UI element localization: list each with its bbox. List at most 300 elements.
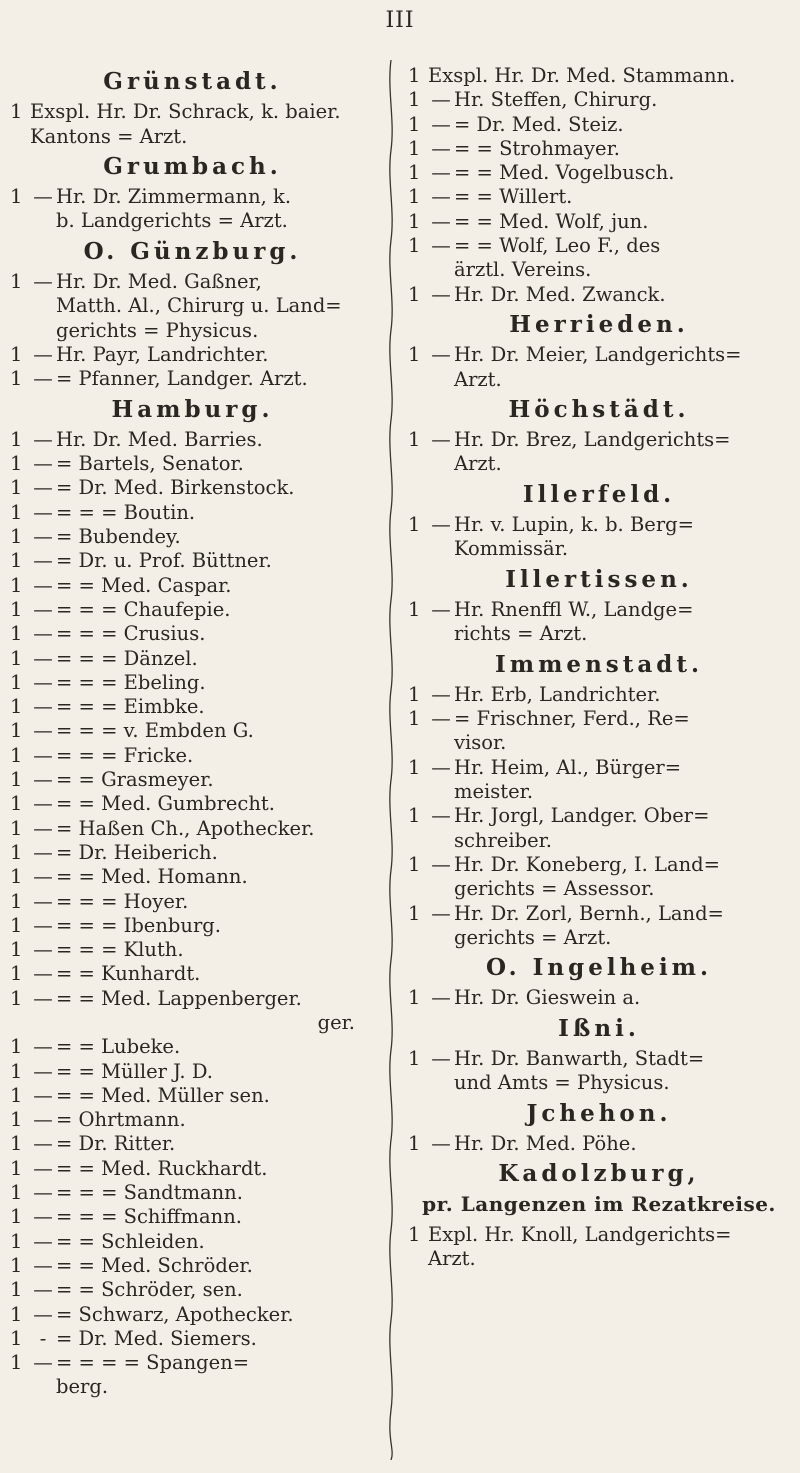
- entry-line: Hr. Dr. Med. Barries.: [56, 427, 263, 451]
- entry-line: = = = Hoyer.: [56, 889, 189, 913]
- entry-line: Hr. Dr. Zorl, Bernh., Land=: [454, 901, 724, 925]
- entry-line: = = Med. Vogelbusch.: [454, 161, 675, 185]
- entry-line: = = Med. Schröder.: [56, 1253, 253, 1277]
- copy-count: 1: [408, 64, 421, 87]
- dash-mark: —: [33, 1253, 53, 1277]
- subscriber-entry: [10, 695, 375, 719]
- subscriber-entry: [10, 452, 375, 476]
- copy-count: 1: [408, 185, 421, 209]
- dash-mark: —: [33, 913, 53, 937]
- subscriber-entry: [10, 1230, 375, 1254]
- copy-count: 1: [10, 792, 23, 816]
- entry-text: [56, 1254, 375, 1278]
- copy-count: 1: [10, 913, 23, 937]
- dash-mark: —: [33, 768, 53, 792]
- entry-line: Hr. Dr. Gieswein a.: [454, 986, 641, 1010]
- entry-text: [56, 1205, 375, 1229]
- subscriber-entry: [10, 987, 375, 1036]
- entry-text: [56, 1181, 375, 1205]
- entry-text: [454, 804, 790, 853]
- entry-line: ärztl. Vereins.: [454, 258, 592, 282]
- subscriber-entry: [10, 1254, 375, 1278]
- entry-line: = Dr. Med. Steiz.: [454, 112, 624, 136]
- entry-text: [56, 1303, 375, 1327]
- place-heading: Grünstadt.: [103, 68, 282, 95]
- dash-mark: —: [33, 1083, 53, 1107]
- entry-line: = Ohrtmann.: [56, 1108, 186, 1132]
- dash-mark: —: [431, 707, 451, 731]
- entry-line: = = Willert.: [454, 185, 573, 209]
- entry-line: Hr. Payr, Landrichter.: [56, 342, 269, 366]
- copy-count: 1: [408, 707, 421, 731]
- entry-line: = = Wolf, Leo F., des: [454, 234, 661, 258]
- dash-mark: —: [33, 865, 53, 889]
- dash-mark: —: [33, 1059, 53, 1083]
- entry-text: [56, 185, 375, 234]
- copy-count: 1: [10, 840, 23, 864]
- copy-count: 1: [10, 452, 23, 476]
- dash-mark: -: [39, 1326, 47, 1350]
- entry-line: = Dr. Heiberich.: [56, 840, 218, 864]
- copy-count: 1: [10, 1083, 23, 1107]
- subscriber-entry: [408, 88, 790, 112]
- subscriber-entry: [408, 210, 790, 234]
- entry-text: [56, 1084, 375, 1108]
- page-number: III: [385, 8, 415, 33]
- dash-mark: —: [33, 1229, 53, 1253]
- subscriber-entry: [10, 1351, 375, 1400]
- dash-mark: —: [431, 136, 451, 160]
- dash-mark: —: [33, 1156, 53, 1180]
- dash-mark: —: [33, 1108, 53, 1132]
- subscriber-entry: [10, 890, 375, 914]
- entry-line: = = = = Spangen=: [56, 1351, 250, 1375]
- entry-text: [428, 64, 790, 88]
- subscriber-entry: [10, 1303, 375, 1327]
- copy-count: 1: [408, 282, 421, 306]
- place-subheading: pr. Langenzen im Rezatkreise.: [422, 1192, 776, 1217]
- copy-count: 1: [10, 476, 23, 500]
- entry-line: = = = Dänzel.: [56, 646, 198, 670]
- dash-mark: —: [33, 427, 53, 451]
- entry-line: Expl. Hr. Knoll, Landgerichts=: [428, 1222, 732, 1246]
- entry-line: = = Schleiden.: [56, 1229, 205, 1253]
- entry-line: = = Med. Caspar.: [56, 573, 232, 597]
- place-heading: Illertissen.: [505, 565, 693, 593]
- entry-text: [56, 1230, 375, 1254]
- dash-mark: —: [431, 986, 451, 1010]
- dash-mark: —: [431, 234, 451, 258]
- entry-text: [56, 1132, 375, 1156]
- copy-count: 1: [408, 1131, 421, 1155]
- subscriber-entry: [408, 113, 790, 137]
- copy-count: 1: [10, 622, 23, 646]
- entry-line: Kommissär.: [454, 537, 569, 561]
- entry-line: = = = Boutin.: [56, 500, 196, 524]
- entry-text: [30, 100, 375, 149]
- copy-count: 1: [10, 962, 23, 986]
- dash-mark: —: [33, 889, 53, 913]
- copy-count: 1: [10, 695, 23, 719]
- entry-text: [56, 1278, 375, 1302]
- place-heading: O. Günzburg.: [83, 237, 302, 265]
- subscriber-entry: [408, 756, 790, 805]
- column-divider: [386, 60, 396, 1460]
- entry-text: [454, 113, 790, 137]
- place-heading: O. Ingelheim.: [485, 954, 713, 982]
- subscriber-entry: [10, 574, 375, 598]
- copy-count: 1: [10, 986, 23, 1010]
- subscriber-entry: [10, 1181, 375, 1205]
- entry-text: [56, 549, 375, 573]
- subscriber-entry: [10, 1084, 375, 1108]
- copy-count: 1: [10, 1205, 23, 1229]
- subscriber-entry: [10, 744, 375, 768]
- entry-text: [454, 853, 790, 902]
- copy-count: 1: [408, 1046, 421, 1070]
- copy-count: 1: [408, 804, 421, 828]
- copy-count: 1: [10, 743, 23, 767]
- dash-mark: —: [431, 209, 451, 233]
- entry-text: [56, 890, 375, 914]
- dash-mark: —: [33, 500, 53, 524]
- entry-text: [56, 768, 375, 792]
- dash-mark: —: [33, 1132, 53, 1156]
- subscriber-entry: [10, 719, 375, 743]
- copy-count: 1: [10, 549, 23, 573]
- copy-count: 1: [10, 342, 23, 366]
- entry-line: b. Landgerichts = Arzt.: [56, 209, 288, 233]
- entry-line: Hr. Heim, Al., Bürger=: [454, 755, 682, 779]
- subscriber-entry: [10, 671, 375, 695]
- dash-mark: —: [431, 1046, 451, 1070]
- entry-line: = Bubendey.: [56, 525, 181, 549]
- subscriber-entry: [408, 707, 790, 756]
- copy-count: 1: [408, 852, 421, 876]
- subscriber-entry: [10, 476, 375, 500]
- dash-mark: —: [33, 476, 53, 500]
- entry-line: = = Med. Gumbrecht.: [56, 792, 275, 816]
- copy-count: 1: [408, 682, 421, 706]
- entry-line: = = Schröder, sen.: [56, 1278, 243, 1302]
- place-heading: Hamburg.: [111, 395, 274, 423]
- entry-line: Exspl. Hr. Dr. Med. Stammann.: [428, 64, 736, 87]
- entry-text: [56, 1327, 375, 1351]
- entry-text: [56, 671, 375, 695]
- copy-count: 1: [408, 755, 421, 779]
- subscriber-entry: [10, 1157, 375, 1181]
- subscriber-entry: [10, 549, 375, 573]
- dash-mark: —: [431, 282, 451, 306]
- subscriber-entry: [10, 865, 375, 889]
- subscriber-entry: [10, 367, 375, 391]
- copy-count: 1: [408, 112, 421, 136]
- dash-mark: —: [33, 670, 53, 694]
- subscriber-entry: [10, 938, 375, 962]
- entry-line: Hr. Steffen, Chirurg.: [454, 88, 658, 112]
- entry-line: Hr. Dr. Med. Pöhe.: [454, 1131, 637, 1155]
- subscriber-entry: [408, 1047, 790, 1096]
- subscriber-entry: [408, 283, 790, 307]
- subscriber-entry: [10, 428, 375, 452]
- entry-line: = = Med. Lappenberger.: [56, 986, 302, 1010]
- entry-line: = Dr. Med. Siemers.: [56, 1326, 257, 1350]
- dash-mark: —: [33, 367, 53, 391]
- entry-line: = = Med. Ruckhardt.: [56, 1156, 268, 1180]
- entry-text: [56, 1157, 375, 1181]
- entry-text: [454, 88, 790, 112]
- entry-line: Hr. Dr. Koneberg, I. Land=: [454, 852, 720, 876]
- entry-text: [454, 210, 790, 234]
- entry-line: Arzt.: [454, 367, 502, 391]
- copy-count: 1: [408, 209, 421, 233]
- subscriber-entry: [408, 428, 790, 477]
- entry-line: = = = Schiffmann.: [56, 1205, 242, 1229]
- subscriber-entry: [10, 185, 375, 234]
- copy-count: 1: [10, 865, 23, 889]
- entry-text: [56, 270, 375, 343]
- entry-text: [454, 234, 790, 283]
- subscriber-entry: [408, 137, 790, 161]
- subscriber-entry: [408, 161, 790, 185]
- entry-text: [56, 367, 375, 391]
- subscriber-entry: [10, 1060, 375, 1084]
- entry-line: Hr. Rnenffl W., Landge=: [454, 597, 694, 621]
- dash-mark: —: [431, 112, 451, 136]
- dash-mark: —: [33, 1205, 53, 1229]
- place-heading: Immenstadt.: [495, 650, 703, 678]
- copy-count: 1: [10, 525, 23, 549]
- dash-mark: —: [33, 185, 53, 209]
- entry-text: [428, 1223, 790, 1272]
- copy-count: 1: [10, 1278, 23, 1302]
- entry-text: [454, 707, 790, 756]
- entry-text: [56, 744, 375, 768]
- entry-line: = = = v. Embden G.: [56, 719, 254, 743]
- dash-mark: —: [33, 962, 53, 986]
- entry-line: Hr. Dr. Med. Gaßner,: [56, 270, 262, 294]
- dash-mark: —: [33, 549, 53, 573]
- dash-mark: —: [33, 1035, 53, 1059]
- entry-text: [56, 598, 375, 622]
- dash-mark: —: [33, 840, 53, 864]
- entry-line: Kantons = Arzt.: [30, 124, 188, 148]
- copy-count: 1: [10, 1326, 23, 1350]
- entry-text: [56, 452, 375, 476]
- subscriber-entry: [10, 525, 375, 549]
- subscriber-entry: [10, 270, 375, 343]
- entry-text: [454, 428, 790, 477]
- entry-line: = Pfanner, Landger. Arzt.: [56, 367, 308, 391]
- entry-text: [56, 1060, 375, 1084]
- copy-count: 1: [10, 1035, 23, 1059]
- entry-line: = = = Ebeling.: [56, 670, 206, 694]
- entry-line: ger.: [317, 1010, 355, 1034]
- dash-mark: —: [431, 343, 451, 367]
- place-heading: Grumbach.: [103, 152, 282, 180]
- copy-count: 1: [10, 185, 23, 209]
- entry-text: [56, 719, 375, 743]
- dash-mark: —: [431, 185, 451, 209]
- entry-line: = Frischner, Ferd., Re=: [454, 707, 690, 731]
- entry-line: = = = Ibenburg.: [56, 913, 221, 937]
- dash-mark: —: [33, 719, 53, 743]
- subscriber-entry: [408, 598, 790, 647]
- entry-line: Hr. Dr. Banwarth, Stadt=: [454, 1046, 705, 1070]
- dash-mark: —: [431, 1131, 451, 1155]
- copy-count: 1: [408, 88, 421, 112]
- entry-text: [56, 792, 375, 816]
- entry-line: meister.: [454, 780, 534, 804]
- subscriber-entry: [10, 1108, 375, 1132]
- dash-mark: —: [431, 852, 451, 876]
- copy-count: 1: [408, 234, 421, 258]
- subscriber-entry: [408, 804, 790, 853]
- copy-count: 1: [10, 1108, 23, 1132]
- entry-line: = = Med. Müller sen.: [56, 1083, 270, 1107]
- entry-line: = = Kunhardt.: [56, 962, 201, 986]
- copy-count: 1: [10, 1059, 23, 1083]
- dash-mark: —: [33, 1278, 53, 1302]
- entry-text: [56, 501, 375, 525]
- entry-line: Exspl. Hr. Dr. Schrack, k. baier.: [30, 100, 341, 124]
- copy-count: 1: [10, 1351, 23, 1375]
- copy-count: 1: [10, 1181, 23, 1205]
- entry-text: [454, 185, 790, 209]
- subscriber-entry: [10, 1132, 375, 1156]
- entry-text: [56, 343, 375, 367]
- subscriber-entry: [10, 962, 375, 986]
- subscriber-entry: [10, 792, 375, 816]
- entry-line: = Schwarz, Apothecker.: [56, 1302, 294, 1326]
- left-column: [10, 64, 375, 1400]
- copy-count: 1: [408, 136, 421, 160]
- subscriber-entry: [408, 853, 790, 902]
- subscriber-entry: [10, 1327, 375, 1351]
- subscriber-entry: [408, 683, 790, 707]
- subscriber-entry: [10, 768, 375, 792]
- place-heading: Höchstädt.: [508, 395, 690, 423]
- dash-mark: —: [431, 682, 451, 706]
- entry-line: und Amts = Physicus.: [454, 1071, 670, 1095]
- entry-text: [56, 695, 375, 719]
- copy-count: 1: [408, 901, 421, 925]
- dash-mark: —: [33, 646, 53, 670]
- dash-mark: —: [33, 1302, 53, 1326]
- entry-text: [56, 865, 375, 889]
- entry-text: [56, 1108, 375, 1132]
- entry-text: [56, 428, 375, 452]
- copy-count: 1: [10, 1229, 23, 1253]
- entry-line: = = Med. Homann.: [56, 865, 248, 889]
- dash-mark: —: [33, 597, 53, 621]
- entry-line: Matth. Al., Chirurg u. Land=: [56, 294, 342, 318]
- dash-mark: —: [33, 622, 53, 646]
- entry-text: [454, 161, 790, 185]
- copy-count: 1: [10, 938, 23, 962]
- dash-mark: —: [33, 938, 53, 962]
- copy-count: 1: [10, 889, 23, 913]
- entry-text: [56, 574, 375, 598]
- copy-count: 1: [408, 986, 421, 1010]
- dash-mark: —: [33, 695, 53, 719]
- dash-mark: —: [33, 1351, 53, 1375]
- copy-count: 1: [10, 500, 23, 524]
- entry-line: Hr. Dr. Brez, Landgerichts=: [454, 428, 731, 452]
- entry-line: = Dr. u. Prof. Büttner.: [56, 549, 272, 573]
- copy-count: 1: [408, 1222, 421, 1246]
- dash-mark: —: [431, 597, 451, 621]
- entry-line: = = Med. Wolf, jun.: [454, 209, 649, 233]
- copy-count: 1: [10, 427, 23, 451]
- copy-count: 1: [408, 513, 421, 537]
- entry-text: [454, 513, 790, 562]
- copy-count: 1: [10, 270, 23, 294]
- subscriber-entry: [408, 986, 790, 1010]
- copy-count: 1: [408, 428, 421, 452]
- entry-line: = Dr. Med. Birkenstock.: [56, 476, 295, 500]
- entry-line: gerichts = Physicus.: [56, 318, 259, 342]
- entry-line: gerichts = Arzt.: [454, 925, 612, 949]
- copy-count: 1: [10, 1253, 23, 1277]
- dash-mark: —: [33, 792, 53, 816]
- subscriber-entry: [10, 598, 375, 622]
- dash-mark: —: [431, 88, 451, 112]
- entry-text: [56, 817, 375, 841]
- entry-line: Hr. Dr. Meier, Landgerichts=: [454, 343, 742, 367]
- entry-line: gerichts = Assessor.: [454, 877, 655, 901]
- entry-text: [454, 902, 790, 951]
- place-heading: Kadolzburg,: [498, 1160, 700, 1188]
- place-heading: Herrieden.: [509, 310, 689, 338]
- copy-count: 1: [408, 597, 421, 621]
- dash-mark: —: [431, 755, 451, 779]
- entry-text: [454, 137, 790, 161]
- entry-text: [454, 598, 790, 647]
- entry-text: [56, 914, 375, 938]
- entry-line: = = Müller J. D.: [56, 1059, 213, 1083]
- dash-mark: —: [33, 743, 53, 767]
- copy-count: 1: [10, 816, 23, 840]
- subscriber-entry: [408, 64, 790, 88]
- copy-count: 1: [10, 1156, 23, 1180]
- dash-mark: —: [431, 428, 451, 452]
- copy-count: 1: [10, 100, 23, 124]
- place-heading: Ißni.: [558, 1014, 640, 1042]
- entry-text: [454, 683, 790, 707]
- subscriber-entry: [408, 343, 790, 392]
- entry-line: = Dr. Ritter.: [56, 1132, 176, 1156]
- entry-text: [56, 987, 375, 1036]
- copy-count: 1: [10, 670, 23, 694]
- entry-line: Hr. Jorgl, Landger. Ober=: [454, 804, 710, 828]
- copy-count: 1: [10, 768, 23, 792]
- dash-mark: —: [431, 804, 451, 828]
- entry-line: Hr. Erb, Landrichter.: [454, 682, 661, 706]
- entry-text: [56, 622, 375, 646]
- dash-mark: —: [431, 513, 451, 537]
- copy-count: 1: [408, 343, 421, 367]
- entry-line: = = = Eimbke.: [56, 695, 205, 719]
- subscriber-entry: [10, 817, 375, 841]
- entry-line: Arzt.: [428, 1247, 476, 1271]
- dash-mark: —: [431, 161, 451, 185]
- entry-line: = = = Kluth.: [56, 938, 184, 962]
- dash-mark: —: [33, 986, 53, 1010]
- entry-line: richts = Arzt.: [454, 622, 588, 646]
- entry-text: [454, 1132, 790, 1156]
- entry-line: Hr. Dr. Zimmermann, k.: [56, 185, 292, 209]
